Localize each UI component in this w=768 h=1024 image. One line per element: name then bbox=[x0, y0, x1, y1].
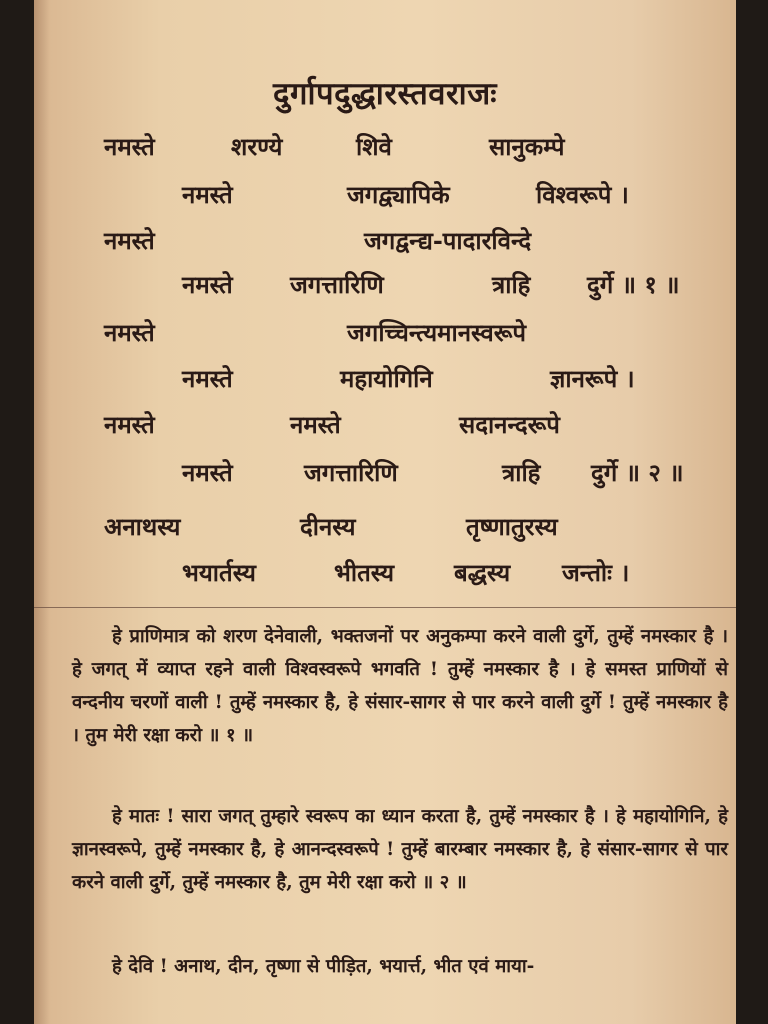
section-divider bbox=[34, 607, 736, 608]
verse-word: जगत्तारिणि bbox=[290, 270, 384, 299]
verse-word: अनाथस्य bbox=[104, 512, 181, 541]
verse-word: नमस्ते bbox=[182, 270, 233, 299]
verse-word: सानुकम्पे bbox=[489, 132, 565, 161]
verse-word: सदानन्दरूपे bbox=[459, 410, 560, 439]
verse-word: दुर्गे ॥ २ ॥ bbox=[591, 458, 684, 487]
verse-word: नमस्ते bbox=[104, 226, 155, 255]
stotra-title: दुर्गापदुद्धारस्तवराजः bbox=[273, 76, 497, 112]
verse-word: भीतस्य bbox=[334, 558, 395, 587]
verse-word: नमस्ते bbox=[104, 132, 155, 161]
verse-word: महायोगिनि bbox=[340, 364, 433, 393]
verse-word: ज्ञानरूपे । bbox=[550, 364, 635, 393]
verse-word: नमस्ते bbox=[182, 458, 233, 487]
verse-word: जगत्तारिणि bbox=[304, 458, 398, 487]
verse-word: तृष्णातुरस्य bbox=[466, 512, 558, 541]
verse-word: शरण्ये bbox=[231, 132, 283, 161]
verse-word: जगद्व्यापिके bbox=[347, 180, 450, 209]
verse-word: जन्तोः । bbox=[562, 558, 630, 587]
verse-word: नमस्ते bbox=[182, 364, 233, 393]
verse-word: शिवे bbox=[356, 132, 392, 161]
translation-paragraph-1: हे प्राणिमात्र को शरण देनेवाली, भक्तजनों पर अनुकम्पा करने वाली दुर्गे, तुम्हें नमस्कार है । हे जगत् में व्याप्त रहने वाली विश्वस्वरूपे भगवति ! तुम्हें नमस्कार है । हे समस्त प्राणियों से वन्दनीय चरणों वाली ! तुम्हें नमस्कार है, हे संसार-सागर से पार करने वाली दुर्गे ! तुम्हें नमस्कार है । तुम मेरी रक्षा करो ॥ १ ॥ bbox=[72, 626, 728, 746]
verse-word: नमस्ते bbox=[104, 318, 155, 347]
verse-word: जगच्चिन्त्यमानस्वरूपे bbox=[347, 318, 526, 347]
verse-word: दीनस्य bbox=[300, 512, 356, 541]
verse-word: त्राहि bbox=[502, 458, 541, 487]
verse-word: त्राहि bbox=[492, 270, 531, 299]
translation-paragraph-2: हे मातः ! सारा जगत् तुम्हारे स्वरूप का ध्यान करता है, तुम्हें नमस्कार है । हे महायोगिनि, हे ज्ञानस्वरूपे, तुम्हें नमस्कार है, हे आनन्दस्वरूपे ! तुम्हें बारम्बार नमस्कार है, हे संसार-सागर से पार करने वाली दुर्गे, तुम्हें नमस्कार है, तुम मेरी रक्षा करो ॥ २ ॥ bbox=[72, 806, 728, 893]
verse-word: बद्धस्य bbox=[454, 558, 511, 587]
verse-word: विश्वरूपे । bbox=[536, 180, 629, 209]
verse-word: दुर्गे ॥ १ ॥ bbox=[587, 270, 680, 299]
verse-word: नमस्ते bbox=[182, 180, 233, 209]
verse-word: जगद्वन्द्य-पादारविन्दे bbox=[364, 226, 532, 255]
book-page bbox=[34, 0, 736, 1024]
verse-word: भयार्तस्य bbox=[182, 558, 256, 587]
verse-word: नमस्ते bbox=[290, 410, 341, 439]
verse-word: नमस्ते bbox=[104, 410, 155, 439]
translation-paragraph-3: हे देवि ! अनाथ, दीन, तृष्णा से पीड़ित, भयार्त्त, भीत एवं माया- bbox=[112, 956, 535, 977]
page-spine-shadow bbox=[34, 0, 50, 1024]
